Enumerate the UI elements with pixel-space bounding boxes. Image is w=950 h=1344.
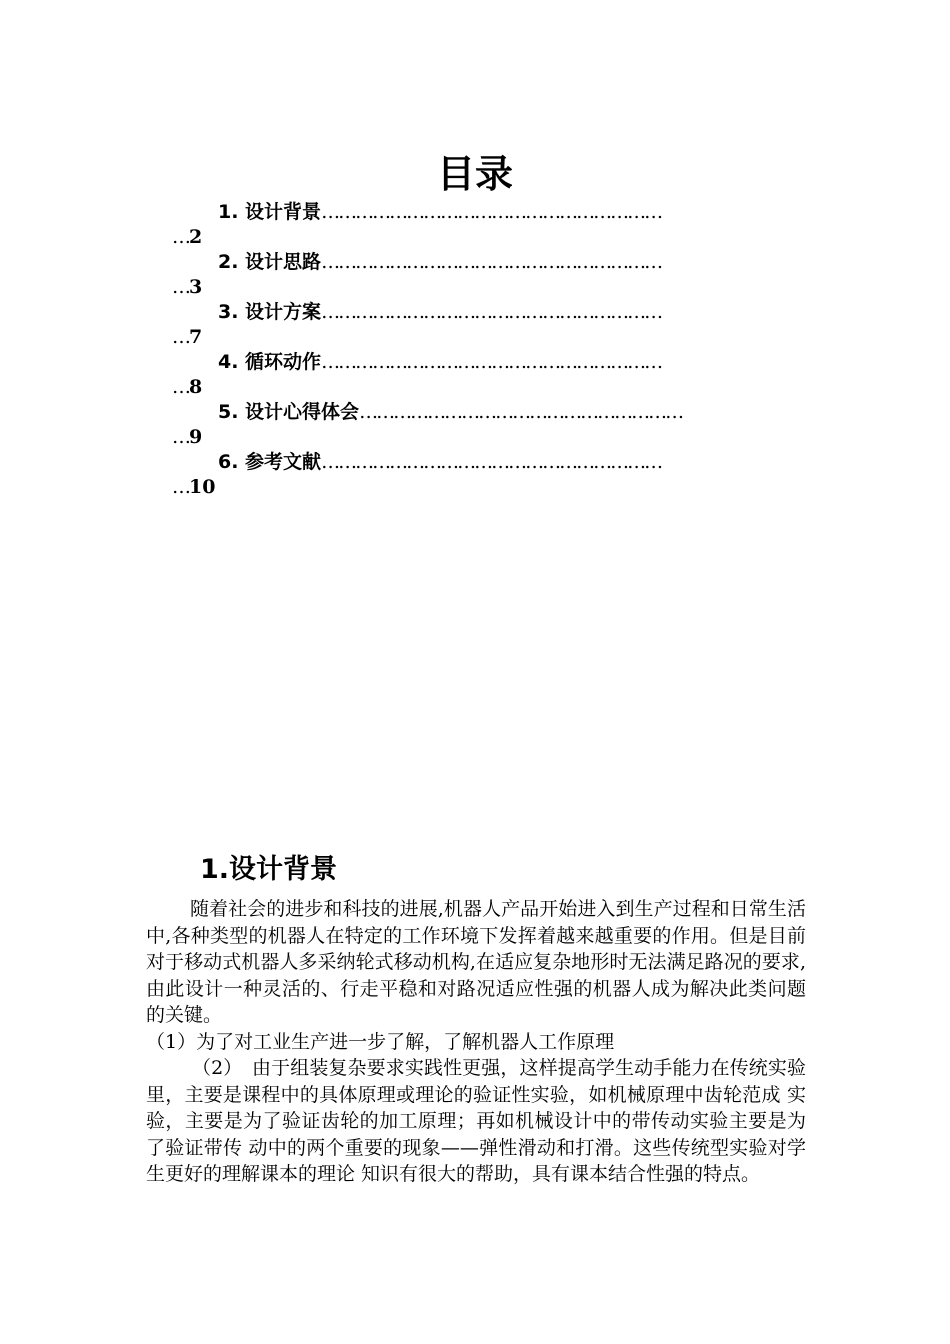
toc-entry-page: 7 bbox=[189, 326, 203, 348]
toc-entry-page: 2 bbox=[189, 226, 203, 248]
section-body bbox=[146, 896, 806, 1188]
toc-entry-page: 3 bbox=[189, 276, 203, 298]
toc-leader-dots-cont: … bbox=[172, 476, 189, 498]
toc-entry-line bbox=[172, 450, 812, 475]
toc-entry-line bbox=[172, 350, 812, 375]
paragraph: 随着社会的进步和科技的进展,机器人产品开始进入到生产过程和日常生活中,各种类型的机器人在特定的工作环境下发挥着越来越重要的作用。但是目前对于移动式机器人多采纳轮式移动机构,在适应复杂地形时无法满足路况的要求,由此设计一种灵活的、行走平稳和对路况适应性强的机器人成为解决此类问题的关键。 bbox=[146, 898, 806, 1026]
toc-entry-label: 1. 设计背景 bbox=[218, 201, 322, 223]
toc-entry-3[interactable] bbox=[172, 300, 812, 350]
table-of-contents bbox=[172, 200, 812, 500]
toc-leader-dots: …………………………………………………… bbox=[321, 451, 662, 473]
toc-entry-page-line bbox=[172, 425, 812, 450]
toc-entry-1[interactable] bbox=[172, 200, 812, 250]
toc-leader-dots-cont: … bbox=[172, 276, 189, 298]
toc-entry-line bbox=[172, 400, 812, 425]
toc-entry-label: 6. 参考文献 bbox=[218, 451, 322, 473]
toc-leader-dots: …………………………………………………… bbox=[321, 201, 662, 223]
paragraph: （1）为了对工业生产进一步了解，了解机器人工作原理 bbox=[146, 1030, 615, 1053]
toc-entry-label: 4. 循环动作 bbox=[218, 351, 322, 373]
toc-entry-2[interactable] bbox=[172, 250, 812, 300]
toc-entry-4[interactable] bbox=[172, 350, 812, 400]
toc-entry-label: 5. 设计心得体会 bbox=[218, 401, 360, 423]
toc-entry-page-line bbox=[172, 375, 812, 400]
paragraph: （2） 由于组装复杂要求实践性更强，这样提高学生动手能力在传统实验里，主要是课程中的具体原理或理论的验证性实验，如机械原理中齿轮范成 实验，主要是为了验证齿轮的加工原理；再如机械设计中的带传动实验主要是为了验证带传 动中的两个重要的现象——弹性滑动和打滑。这些传统型实验对学生更好的理解课本的理论 知识有很大的帮助，具有课本结合性强的特点。 bbox=[146, 1057, 806, 1185]
toc-leader-dots: …………………………………………………… bbox=[321, 351, 662, 373]
toc-entry-page-line bbox=[172, 275, 812, 300]
section-heading: 1.设计背景 bbox=[200, 854, 338, 885]
toc-title: 目录 bbox=[436, 152, 513, 196]
toc-entry-6[interactable] bbox=[172, 450, 812, 500]
toc-entry-5[interactable] bbox=[172, 400, 812, 450]
toc-leader-dots-cont: … bbox=[172, 426, 189, 448]
toc-entry-line bbox=[172, 250, 812, 275]
toc-leader-dots-cont: … bbox=[172, 226, 189, 248]
toc-entry-page-line bbox=[172, 475, 812, 500]
toc-entry-page-line bbox=[172, 325, 812, 350]
toc-entry-page: 10 bbox=[189, 476, 216, 498]
toc-entry-line bbox=[172, 200, 812, 225]
toc-leader-dots-cont: … bbox=[172, 376, 189, 398]
toc-entry-page-line bbox=[172, 225, 812, 250]
toc-leader-dots: …………………………………………………… bbox=[321, 301, 662, 323]
toc-entry-page: 8 bbox=[189, 376, 203, 398]
toc-entry-page: 9 bbox=[189, 426, 203, 448]
toc-leader-dots-cont: … bbox=[172, 326, 189, 348]
toc-entry-line bbox=[172, 300, 812, 325]
toc-leader-dots: …………………………………………………… bbox=[321, 251, 662, 273]
toc-entry-label: 2. 设计思路 bbox=[218, 251, 322, 273]
toc-entry-label: 3. 设计方案 bbox=[218, 301, 322, 323]
toc-leader-dots: ………………………………………………… bbox=[359, 401, 683, 423]
